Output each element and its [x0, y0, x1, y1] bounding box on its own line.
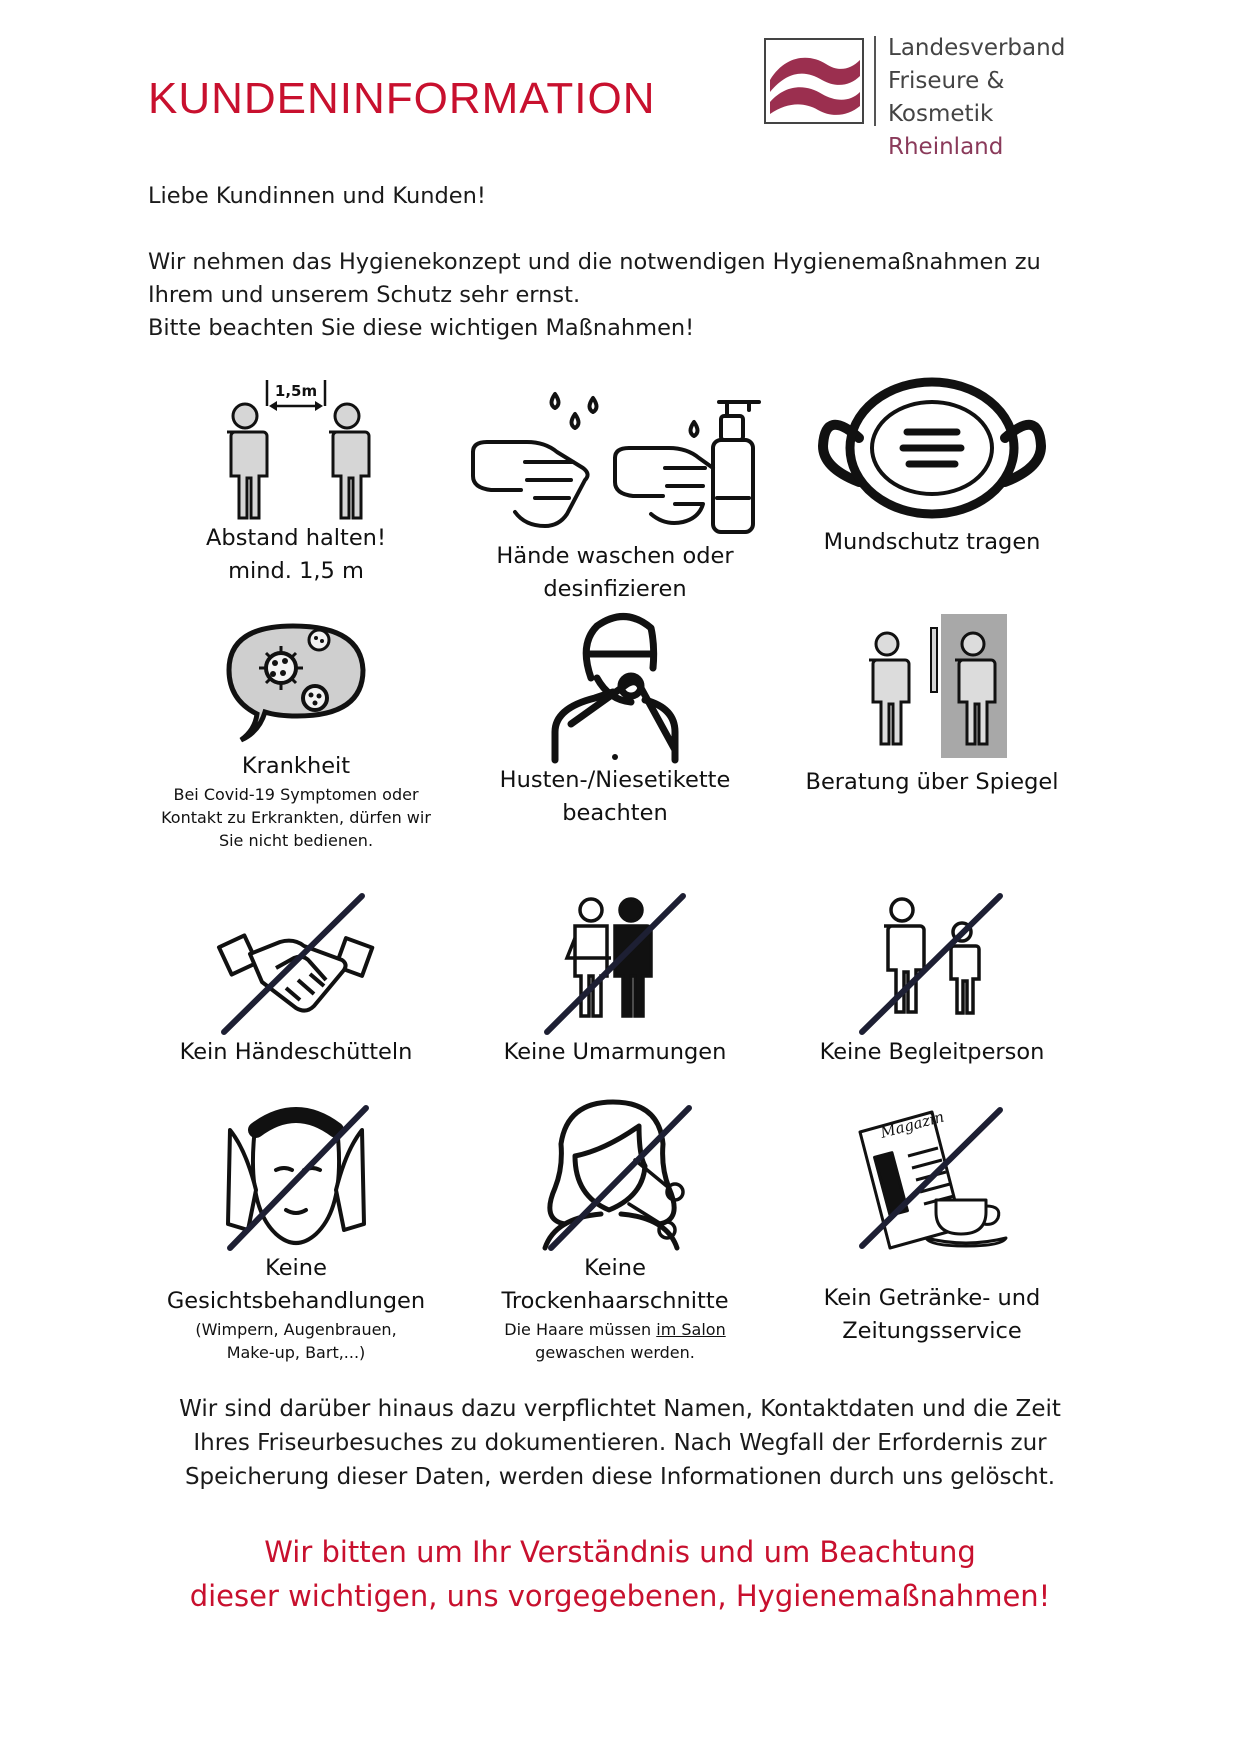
- intro-line-2: Ihrem und unserem Schutz sehr ernst.: [148, 282, 581, 308]
- rule-mask: [772, 378, 1092, 559]
- rule-illness-sub-1: Bei Covid-19 Symptomen oder: [173, 785, 419, 804]
- rule-hug-label: Keine Umarmungen: [503, 1039, 727, 1065]
- appeal-line-2: dieser wichtigen, uns vorgegebenen, Hygienemaßnahmen!: [189, 1579, 1051, 1613]
- rule-facial-label-1: Keine: [265, 1255, 327, 1281]
- rule-cough: [455, 614, 775, 830]
- rule-drinks-label-2: Zeitungsservice: [842, 1318, 1022, 1344]
- rule-mask-label: Mundschutz tragen: [823, 529, 1041, 555]
- rule-illness-label: Krankheit: [241, 753, 351, 779]
- rule-distance-label-2: mind. 1,5 m: [228, 558, 364, 584]
- rule-illness: [136, 616, 456, 852]
- rule-cough-label-2: beachten: [562, 800, 668, 826]
- greeting: Liebe Kundinnen und Kunden!: [148, 183, 486, 209]
- intro-line-3: Bitte beachten Sie diese wichtigen Maßnahmen!: [148, 315, 695, 341]
- distance-value: 1,5m: [274, 382, 318, 400]
- logo-divider: [874, 36, 876, 126]
- intro-line-1: Wir nehmen das Hygienekonzept und die notwendigen Hygienemaßnahmen zu: [148, 249, 1041, 275]
- rule-hug: [455, 888, 775, 1069]
- no-companion-icon: [772, 888, 1092, 1036]
- rule-handshake: [136, 888, 456, 1069]
- appeal-line-1: Wir bitten um Ihr Verständnis und um Beachtung: [264, 1535, 976, 1569]
- appeal-text: [130, 1530, 1110, 1618]
- no-drinks-magazine-icon: [772, 1102, 1092, 1252]
- rule-drycut-sub-1-a: Die Haare müssen: [504, 1320, 657, 1339]
- rule-drycut-sub-1-b: im Salon: [656, 1320, 726, 1339]
- rule-distance-label-1: Abstand halten!: [206, 525, 386, 551]
- no-dry-haircut-icon: [455, 1100, 775, 1252]
- wave-logo-icon: [764, 38, 864, 124]
- magazine-title: Magazin: [878, 1107, 947, 1142]
- face-mask-icon: [772, 378, 1092, 526]
- virus-speech-bubble-icon: [136, 616, 456, 752]
- note-line-2: Ihres Friseurbesuches zu dokumentieren. Nach Wegfall der Erfordernis zur: [193, 1430, 1047, 1456]
- rule-drycut-label-1: Keine: [584, 1255, 646, 1281]
- rule-facial-sub-2: Make-up, Bart,...): [226, 1343, 366, 1362]
- rule-drinks: [772, 1102, 1092, 1348]
- logo-line-3: Rheinland: [888, 134, 1004, 160]
- no-facial-icon: [136, 1100, 456, 1252]
- rule-handshake-label: Kein Händeschütteln: [179, 1039, 413, 1065]
- mirror-consultation-icon: [772, 614, 1092, 758]
- rule-illness-sub-2: Kontakt zu Erkrankten, dürfen wir: [161, 808, 431, 827]
- association-logo: [764, 32, 1104, 160]
- rule-mirror: [772, 614, 1092, 799]
- hand-washing-icon: [455, 380, 775, 540]
- page-title: KUNDENINFORMATION: [148, 74, 656, 123]
- note-line-1: Wir sind darüber hinaus dazu verpflichtet Namen, Kontaktdaten und die Zeit: [179, 1396, 1061, 1422]
- rule-drycut-sub-2: gewaschen werden.: [535, 1343, 695, 1362]
- distance-icon: [136, 372, 456, 522]
- rule-drinks-label-1: Kein Getränke- und: [823, 1285, 1041, 1311]
- rule-distance: [136, 372, 456, 588]
- rule-companion-label: Keine Begleitperson: [819, 1039, 1045, 1065]
- logo-text: [888, 32, 1104, 164]
- no-hug-icon: [455, 888, 775, 1036]
- rule-cough-label-1: Husten-/Niesetikette: [499, 767, 731, 793]
- data-privacy-note: [150, 1392, 1090, 1494]
- note-line-3: Speicherung dieser Daten, werden diese Informationen durch uns gelöscht.: [184, 1464, 1056, 1490]
- no-handshake-icon: [136, 888, 456, 1036]
- rule-drycut-sub-1: [455, 1318, 775, 1341]
- rule-hands-label-1: Hände waschen oder: [496, 543, 734, 569]
- rule-illness-sub-3: Sie nicht bedienen.: [218, 831, 374, 850]
- rule-mirror-label: Beratung über Spiegel: [805, 769, 1059, 795]
- rule-companion: [772, 888, 1092, 1069]
- rule-hands: [455, 380, 775, 606]
- intro-text: [148, 180, 1108, 345]
- rule-facial: [136, 1100, 456, 1364]
- logo-line-1: Landesverband: [888, 35, 1066, 61]
- logo-line-2: Friseure & Kosmetik: [888, 68, 1005, 127]
- rule-drycut-label-2: Trockenhaarschnitte: [501, 1288, 729, 1314]
- rule-facial-label-2: Gesichtsbehandlungen: [166, 1288, 426, 1314]
- rule-hands-label-2: desinfizieren: [543, 576, 687, 602]
- rule-facial-sub-1: (Wimpern, Augenbrauen,: [195, 1320, 397, 1339]
- rule-drycut: [455, 1100, 775, 1364]
- cough-etiquette-icon: [455, 614, 775, 764]
